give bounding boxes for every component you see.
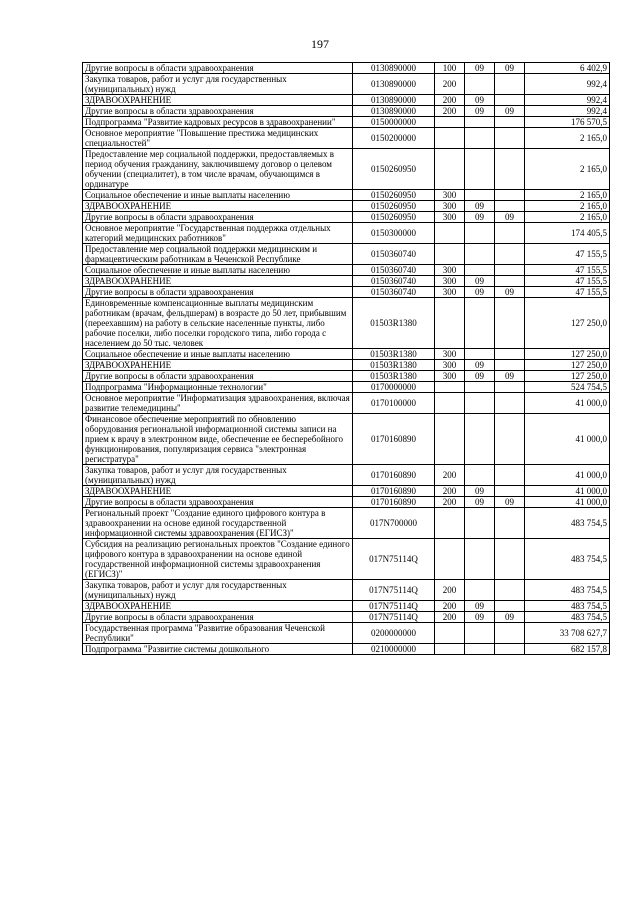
row-code-cell: 017N700000 [353, 508, 435, 539]
row-amount-cell: 2 165,0 [525, 212, 610, 223]
row-section-cell [465, 223, 495, 244]
row-name-cell: ЗДРАВООХРАНЕНИЕ [83, 486, 353, 497]
table-row [83, 287, 610, 298]
row-name-cell: Другие вопросы в области здравоохранения [83, 371, 353, 382]
row-section-cell [465, 298, 495, 349]
row-section-cell [465, 244, 495, 265]
row-section-cell: 09 [465, 95, 495, 106]
row-subsection-cell [495, 117, 525, 128]
row-code-cell: 0200000000 [353, 623, 435, 644]
row-expense-type-cell: 300 [435, 360, 465, 371]
table-row [83, 539, 610, 580]
table-row [83, 612, 610, 623]
row-subsection-cell [495, 580, 525, 601]
row-amount-cell: 524 754,5 [525, 382, 610, 393]
row-expense-type-cell [435, 508, 465, 539]
table-row [83, 128, 610, 149]
row-section-cell [465, 539, 495, 580]
row-name-cell: ЗДРАВООХРАНЕНИЕ [83, 95, 353, 106]
row-subsection-cell [495, 539, 525, 580]
row-section-cell: 09 [465, 497, 495, 508]
row-name-cell: ЗДРАВООХРАНЕНИЕ [83, 601, 353, 612]
table-row [83, 276, 610, 287]
row-section-cell [465, 382, 495, 393]
row-section-cell: 09 [465, 212, 495, 223]
row-section-cell: 09 [465, 360, 495, 371]
row-section-cell: 09 [465, 106, 495, 117]
row-code-cell: 0170100000 [353, 393, 435, 414]
table-row [83, 95, 610, 106]
table-row [83, 382, 610, 393]
row-name-cell: Социальное обеспечение и иные выплаты населению [83, 349, 353, 360]
row-subsection-cell: 09 [495, 63, 525, 74]
row-section-cell: 09 [465, 287, 495, 298]
row-subsection-cell [495, 190, 525, 201]
row-code-cell: 0150260950 [353, 201, 435, 212]
row-code-cell: 0150360740 [353, 276, 435, 287]
row-name-cell: Закупка товаров, работ и услуг для государственных (муниципальных) нужд [83, 465, 353, 486]
row-expense-type-cell [435, 128, 465, 149]
row-expense-type-cell: 200 [435, 106, 465, 117]
row-expense-type-cell: 200 [435, 95, 465, 106]
row-code-cell: 01503R1380 [353, 349, 435, 360]
table-row [83, 580, 610, 601]
row-code-cell: 0170160890 [353, 486, 435, 497]
table-row [83, 117, 610, 128]
row-expense-type-cell [435, 539, 465, 580]
row-amount-cell: 41 000,0 [525, 486, 610, 497]
row-expense-type-cell: 200 [435, 74, 465, 95]
row-amount-cell: 33 708 627,7 [525, 623, 610, 644]
row-section-cell [465, 117, 495, 128]
row-expense-type-cell: 200 [435, 612, 465, 623]
row-subsection-cell [495, 201, 525, 212]
row-code-cell: 0150260950 [353, 149, 435, 190]
row-name-cell: Единовременные компенсационные выплаты медицинским работникам (врачам, фельдшерам) в возрасте до 50 лет, прибывшим (переехавшим) на работу в сельские населенные пункты, либо рабочие поселки, либо поселки городского типа, либо города с населением до 50 тыс. человек [83, 298, 353, 349]
table-row [83, 371, 610, 382]
row-amount-cell: 2 165,0 [525, 190, 610, 201]
row-section-cell [465, 644, 495, 655]
row-section-cell [465, 393, 495, 414]
row-name-cell: ЗДРАВООХРАНЕНИЕ [83, 276, 353, 287]
row-code-cell: 017N75114Q [353, 601, 435, 612]
row-expense-type-cell: 300 [435, 276, 465, 287]
row-expense-type-cell: 300 [435, 212, 465, 223]
table-row [83, 623, 610, 644]
row-code-cell: 0130890000 [353, 63, 435, 74]
row-section-cell: 09 [465, 612, 495, 623]
row-section-cell [465, 414, 495, 465]
row-name-cell: Закупка товаров, работ и услуг для государственных (муниципальных) нужд [83, 580, 353, 601]
row-code-cell: 0130890000 [353, 106, 435, 117]
row-section-cell [465, 190, 495, 201]
row-code-cell: 0170160890 [353, 497, 435, 508]
row-amount-cell: 483 754,5 [525, 580, 610, 601]
row-amount-cell: 127 250,0 [525, 360, 610, 371]
row-code-cell: 017N75114Q [353, 580, 435, 601]
row-subsection-cell [495, 508, 525, 539]
row-name-cell: Предоставление мер социальной поддержки, предоставляемых в период обучения гражданину, заключившему договор о целевом обучении (специалитет), в том числе врачам, обучающимся в ординатуре [83, 149, 353, 190]
row-amount-cell: 2 165,0 [525, 201, 610, 212]
row-subsection-cell [495, 349, 525, 360]
row-name-cell: Другие вопросы в области здравоохранения [83, 287, 353, 298]
row-amount-cell: 992,4 [525, 74, 610, 95]
row-amount-cell: 176 570,5 [525, 117, 610, 128]
row-expense-type-cell: 300 [435, 349, 465, 360]
row-code-cell: 0150260950 [353, 212, 435, 223]
row-name-cell: Региональный проект "Создание единого цифрового контура в здравоохранении на основе единой государственной информационной системы здравоохранения (ЕГИСЗ)" [83, 508, 353, 539]
row-name-cell: Другие вопросы в области здравоохранения [83, 106, 353, 117]
table-row [83, 223, 610, 244]
row-subsection-cell [495, 360, 525, 371]
table-row [83, 497, 610, 508]
row-expense-type-cell: 200 [435, 497, 465, 508]
row-expense-type-cell: 200 [435, 465, 465, 486]
row-subsection-cell [495, 276, 525, 287]
table-row [83, 349, 610, 360]
row-code-cell: 0150200000 [353, 128, 435, 149]
row-expense-type-cell: 200 [435, 601, 465, 612]
row-code-cell: 0150000000 [353, 117, 435, 128]
row-expense-type-cell [435, 644, 465, 655]
row-section-cell: 09 [465, 371, 495, 382]
row-name-cell: Социальное обеспечение и иные выплаты населению [83, 190, 353, 201]
row-name-cell: Социальное обеспечение и иные выплаты населению [83, 265, 353, 276]
row-amount-cell: 127 250,0 [525, 349, 610, 360]
row-name-cell: Закупка товаров, работ и услуг для государственных (муниципальных) нужд [83, 74, 353, 95]
row-name-cell: Другие вопросы в области здравоохранения [83, 63, 353, 74]
row-expense-type-cell [435, 393, 465, 414]
row-subsection-cell [495, 74, 525, 95]
row-subsection-cell: 09 [495, 287, 525, 298]
row-amount-cell: 483 754,5 [525, 508, 610, 539]
row-subsection-cell: 09 [495, 106, 525, 117]
row-code-cell: 017N75114Q [353, 539, 435, 580]
row-section-cell [465, 265, 495, 276]
row-subsection-cell: 09 [495, 212, 525, 223]
row-name-cell: Другие вопросы в области здравоохранения [83, 212, 353, 223]
row-expense-type-cell [435, 117, 465, 128]
row-amount-cell: 41 000,0 [525, 393, 610, 414]
row-expense-type-cell [435, 223, 465, 244]
row-expense-type-cell: 300 [435, 287, 465, 298]
table-row [83, 106, 610, 117]
table-row [83, 298, 610, 349]
table-row [83, 212, 610, 223]
row-section-cell [465, 623, 495, 644]
row-amount-cell: 127 250,0 [525, 371, 610, 382]
table-row [83, 393, 610, 414]
row-subsection-cell [495, 149, 525, 190]
table-row [83, 265, 610, 276]
row-name-cell: Основное мероприятие "Повышение престижа медицинских специальностей" [83, 128, 353, 149]
row-subsection-cell: 09 [495, 371, 525, 382]
row-amount-cell: 483 754,5 [525, 601, 610, 612]
table-row [83, 63, 610, 74]
table-row [83, 201, 610, 212]
row-expense-type-cell [435, 414, 465, 465]
row-code-cell: 01503R1380 [353, 371, 435, 382]
row-section-cell: 09 [465, 201, 495, 212]
row-amount-cell: 483 754,5 [525, 612, 610, 623]
table-row [83, 414, 610, 465]
row-name-cell: Подпрограмма "Информационные технологии" [83, 382, 353, 393]
table-row [83, 644, 610, 655]
row-code-cell: 0210000000 [353, 644, 435, 655]
row-subsection-cell [495, 601, 525, 612]
row-section-cell: 09 [465, 63, 495, 74]
row-section-cell [465, 508, 495, 539]
row-amount-cell: 41 000,0 [525, 497, 610, 508]
row-code-cell: 0150360740 [353, 265, 435, 276]
table-row [83, 486, 610, 497]
row-amount-cell: 47 155,5 [525, 265, 610, 276]
row-amount-cell: 174 405,5 [525, 223, 610, 244]
row-subsection-cell [495, 298, 525, 349]
budget-table [82, 62, 610, 655]
row-section-cell [465, 128, 495, 149]
table-row [83, 244, 610, 265]
row-name-cell: Основное мероприятие "Государственная поддержка отдельных категорий медицинских работников" [83, 223, 353, 244]
table-row [83, 601, 610, 612]
row-amount-cell: 47 155,5 [525, 276, 610, 287]
row-expense-type-cell: 200 [435, 486, 465, 497]
row-amount-cell: 41 000,0 [525, 414, 610, 465]
row-expense-type-cell: 300 [435, 371, 465, 382]
row-name-cell: Финансовое обеспечение мероприятий по обновлению оборудования региональной информационной системы записи на прием к врачу в электронном виде, обеспечение ее бесперебойного функционирования, популяризация сервиса "электронная регистратура" [83, 414, 353, 465]
row-amount-cell: 2 165,0 [525, 149, 610, 190]
row-section-cell [465, 149, 495, 190]
row-amount-cell: 41 000,0 [525, 465, 610, 486]
row-code-cell: 01503R1380 [353, 360, 435, 371]
row-amount-cell: 483 754,5 [525, 539, 610, 580]
row-section-cell: 09 [465, 601, 495, 612]
table-row [83, 74, 610, 95]
row-code-cell: 0130890000 [353, 95, 435, 106]
row-name-cell: Подпрограмма "Развитие кадровых ресурсов в здравоохранении" [83, 117, 353, 128]
row-name-cell: ЗДРАВООХРАНЕНИЕ [83, 360, 353, 371]
row-code-cell: 0150260950 [353, 190, 435, 201]
row-subsection-cell: 09 [495, 497, 525, 508]
row-amount-cell: 682 157,8 [525, 644, 610, 655]
row-amount-cell: 47 155,5 [525, 244, 610, 265]
row-subsection-cell [495, 244, 525, 265]
row-subsection-cell [495, 623, 525, 644]
row-name-cell: Государственная программа "Развитие образования Чеченской Республики" [83, 623, 353, 644]
row-subsection-cell [495, 644, 525, 655]
row-code-cell: 0130890000 [353, 74, 435, 95]
row-expense-type-cell: 200 [435, 580, 465, 601]
row-expense-type-cell [435, 623, 465, 644]
row-code-cell: 01503R1380 [353, 298, 435, 349]
row-name-cell: Предоставление мер социальной поддержки медицинским и фармацевтическим работникам в Чеченской Республике [83, 244, 353, 265]
table-row [83, 508, 610, 539]
row-code-cell: 0170160890 [353, 414, 435, 465]
row-section-cell: 09 [465, 276, 495, 287]
row-subsection-cell [495, 265, 525, 276]
page-number: 197 [311, 37, 329, 51]
row-subsection-cell [495, 393, 525, 414]
row-section-cell [465, 349, 495, 360]
row-name-cell: ЗДРАВООХРАНЕНИЕ [83, 201, 353, 212]
row-section-cell: 09 [465, 486, 495, 497]
row-code-cell: 0150360740 [353, 287, 435, 298]
row-name-cell: Другие вопросы в области здравоохранения [83, 497, 353, 508]
row-expense-type-cell [435, 382, 465, 393]
row-expense-type-cell: 300 [435, 265, 465, 276]
row-expense-type-cell [435, 149, 465, 190]
row-name-cell: Субсидия на реализацию региональных проектов "Создание единого цифрового контура в здравоохранении на основе единой государственной информационной системы здравоохранения (ЕГИСЗ)" [83, 539, 353, 580]
row-section-cell [465, 465, 495, 486]
row-code-cell: 0170160890 [353, 465, 435, 486]
row-code-cell: 0150360740 [353, 244, 435, 265]
row-code-cell: 017N75114Q [353, 612, 435, 623]
row-subsection-cell [495, 486, 525, 497]
row-name-cell: Подпрограмма "Развитие системы дошкольного [83, 644, 353, 655]
row-subsection-cell [495, 95, 525, 106]
table-row [83, 190, 610, 201]
row-expense-type-cell: 300 [435, 201, 465, 212]
table-row [83, 149, 610, 190]
row-subsection-cell [495, 223, 525, 244]
table-row [83, 360, 610, 371]
row-expense-type-cell [435, 244, 465, 265]
row-code-cell: 0150300000 [353, 223, 435, 244]
row-amount-cell: 6 402,9 [525, 63, 610, 74]
row-amount-cell: 992,4 [525, 95, 610, 106]
row-code-cell: 0170000000 [353, 382, 435, 393]
row-section-cell [465, 74, 495, 95]
row-expense-type-cell [435, 298, 465, 349]
row-amount-cell: 2 165,0 [525, 128, 610, 149]
row-subsection-cell [495, 128, 525, 149]
row-amount-cell: 127 250,0 [525, 298, 610, 349]
row-expense-type-cell: 300 [435, 190, 465, 201]
budget-table-body [83, 63, 610, 655]
row-section-cell [465, 580, 495, 601]
row-name-cell: Другие вопросы в области здравоохранения [83, 612, 353, 623]
row-amount-cell: 47 155,5 [525, 287, 610, 298]
row-subsection-cell [495, 414, 525, 465]
row-subsection-cell [495, 382, 525, 393]
table-row [83, 465, 610, 486]
row-subsection-cell: 09 [495, 612, 525, 623]
row-expense-type-cell: 100 [435, 63, 465, 74]
row-name-cell: Основное мероприятие "Информатизация здравоохранения, включая развитие телемедицины" [83, 393, 353, 414]
row-subsection-cell [495, 465, 525, 486]
row-amount-cell: 992,4 [525, 106, 610, 117]
